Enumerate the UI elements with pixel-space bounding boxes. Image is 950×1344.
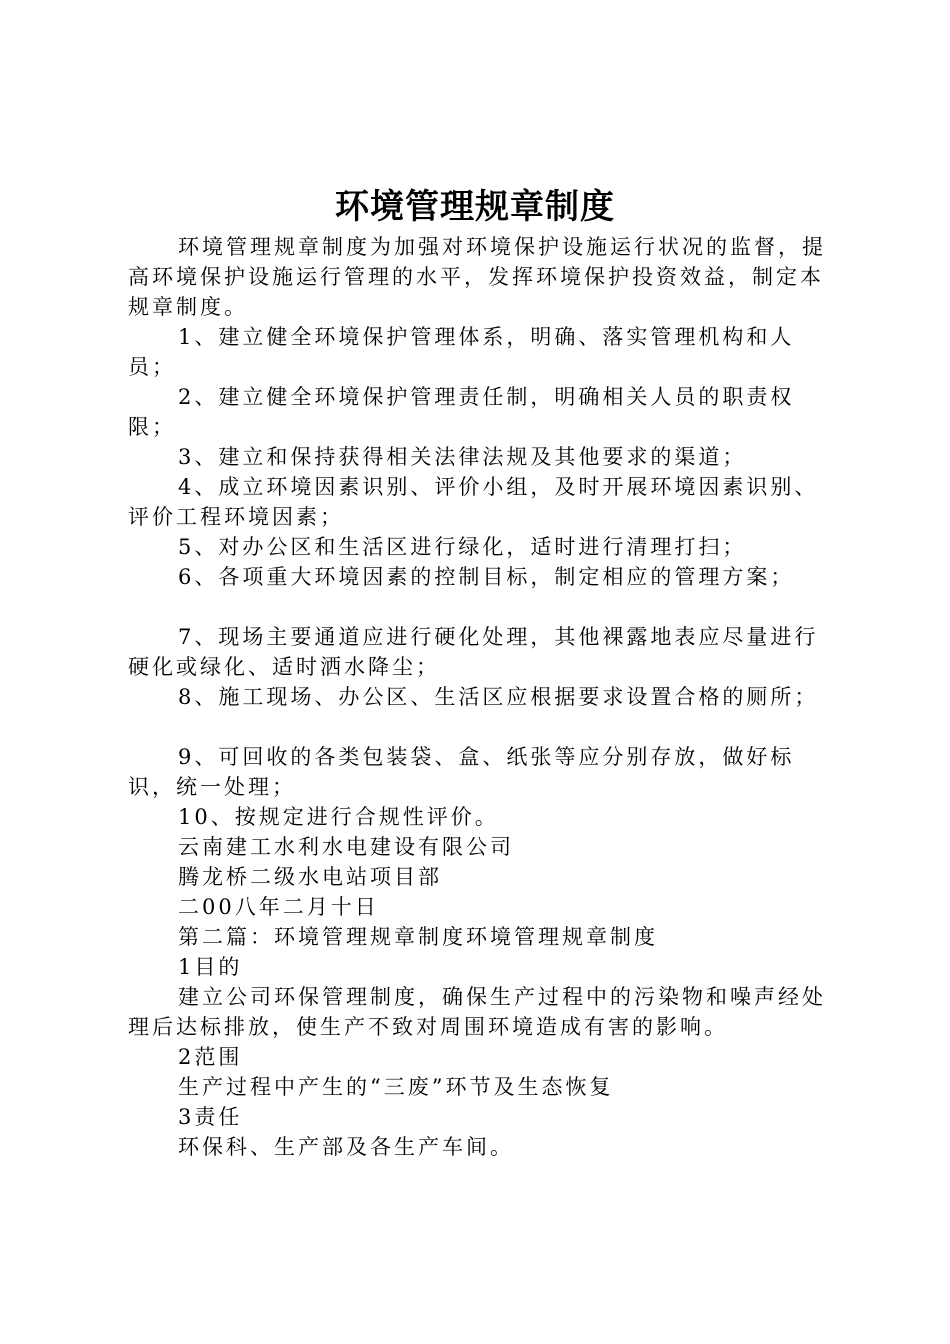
rule-item-6: 6、各项重大环境因素的控制目标，制定相应的管理方案； <box>178 565 795 589</box>
company-name: 云南建工水利水电建设有限公司 <box>178 835 514 859</box>
document-body <box>128 232 840 1162</box>
scope-paragraph: 生产过程中产生的“三废”环节及生态恢复 <box>178 1075 614 1099</box>
rule-item-8: 8、施工现场、办公区、生活区应根据要求设置合格的厕所； <box>178 685 819 709</box>
document-title: 环境管理规章制度 <box>335 187 615 227</box>
rule-item-4: 4、成立环境因素识别、评价小组，及时开展环境因素识别、评价工程环境因素； <box>128 475 819 529</box>
section-heading-purpose: 1目的 <box>178 955 243 979</box>
department-name: 腾龙桥二级水电站项目部 <box>178 865 442 889</box>
rule-item-1: 1、建立健全环境保护管理体系，明确、落实管理机构和人员； <box>128 325 795 379</box>
rule-item-10: 10、按规定进行合规性评价。 <box>178 805 499 829</box>
intro-paragraph: 环境管理规章制度为加强对环境保护设施运行状况的监督，提高环境保护设施运行管理的水平，发挥环境保护投资效益，制定本规章制度。 <box>128 235 826 319</box>
blank-line <box>128 592 840 622</box>
blank-line <box>128 712 840 742</box>
section-heading-responsibility: 3责任 <box>178 1105 243 1129</box>
purpose-paragraph: 建立公司环保管理制度，确保生产过程中的污染物和噪声经处理后达标排放，使生产不致对周围环境造成有害的影响。 <box>128 985 826 1039</box>
rule-item-3: 3、建立和保持获得相关法律法规及其他要求的渠道； <box>178 445 747 469</box>
second-section-heading: 第二篇：环境管理规章制度环境管理规章制度 <box>178 925 658 949</box>
document-date: 二00八年二月十日 <box>178 895 379 919</box>
rule-item-5: 5、对办公区和生活区进行绿化，适时进行清理打扫； <box>178 535 747 559</box>
rule-item-2: 2、建立健全环境保护管理责任制，明确相关人员的职责权限； <box>128 385 795 439</box>
section-heading-scope: 2范围 <box>178 1045 243 1069</box>
rule-item-7: 7、现场主要通道应进行硬化处理，其他裸露地表应尽量进行硬化或绿化、适时洒水降尘； <box>128 625 819 679</box>
rule-item-9: 9、可回收的各类包装袋、盒、纸张等应分别存放，做好标识，统一处理； <box>128 745 795 799</box>
responsibility-paragraph: 环保科、生产部及各生产车间。 <box>178 1135 514 1159</box>
